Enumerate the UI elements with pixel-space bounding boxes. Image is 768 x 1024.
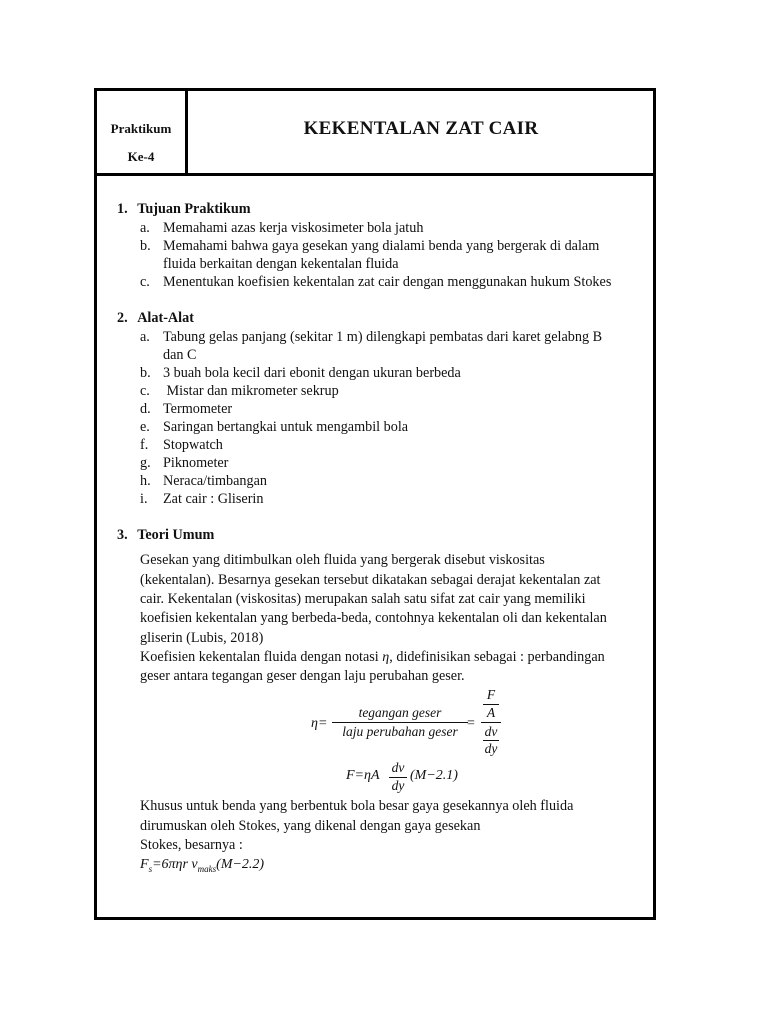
paragraph-line: Stokes, besarnya : [140,837,243,853]
practicum-number: Ke-4 [127,149,155,164]
eq-subscript-s: s [148,863,153,874]
eq-A: A [486,705,496,720]
eq-dv: dv [391,760,405,775]
list-item-text: dan C [163,347,197,363]
list-item-text: Neraca/timbangan [163,473,267,489]
header-left-cell [97,91,188,173]
list-marker: b. [140,238,151,254]
list-item-text: Menentukan koefisien kekentalan zat cair dengan menggunakan hukum Stokes [163,274,612,290]
paragraph-line: (kekentalan). Besarnya gesekan tersebut dikatakan sebagai derajat kekentalan zat [140,572,601,588]
fraction-bar [481,722,501,723]
eq-lhs: F=ηA [346,768,380,783]
list-item-text: Memahami azas kerja viskosimeter bola jatuh [163,220,424,236]
eq-F: F [140,857,149,872]
paragraph-line: cair. Kekentalan (viskositas) merupakan salah satu sifat zat cair yang memiliki [140,591,586,607]
section-title: Tujuan Praktikum [137,201,251,217]
paragraph-line: gliserin (Lubis, 2018) [140,630,264,646]
section-2-heading [117,309,194,327]
section-1-heading [117,200,251,218]
list-marker: g. [140,455,151,471]
paragraph-line: Gesekan yang ditimbulkan oleh fluida yang bergerak disebut viskositas [140,552,545,568]
equation-tag: (M−2.2) [216,857,265,872]
paragraph-line [140,648,605,667]
section-number: 1. [117,201,128,217]
list-item-text: Termometer [163,401,233,417]
eq-dv: dv [484,724,498,739]
eq-dy: dy [484,741,498,756]
list-marker: a. [140,220,150,236]
section-title: Alat-Alat [137,310,194,326]
list-item [140,237,151,255]
equation-stokes-force [140,856,264,878]
eq-lhs: η= [311,716,328,731]
list-item-text: 3 buah bola kecil dari ebonit dengan ukuran berbeda [163,365,461,381]
list-item-text: fluida berkaitan dengan kekentalan fluida [163,256,399,272]
text-run: , didefinisikan sebagai : perbandingan [389,649,605,665]
list-marker: h. [140,473,151,489]
list-item-text: Zat cair : Gliserin [163,491,264,507]
eta-symbol: η [382,650,390,665]
section-number: 2. [117,310,128,326]
list-marker: e. [140,419,150,435]
fraction-bar [332,722,468,723]
header-table [97,91,653,176]
list-item [140,219,150,237]
eq-numerator: tegangan geser [358,705,442,720]
eq-subscript-maks: maks [197,863,217,874]
eq-F: F [486,687,496,702]
eq-equals: = [467,716,475,731]
list-item-text: Tabung gelas panjang (sekitar 1 m) dilengkapi pembatas dari karet gelabng B [163,329,603,345]
practicum-label: Praktikum [110,121,172,136]
section-3-heading [117,526,214,544]
list-item-text: Saringan bertangkai untuk mengambil bola [163,419,409,435]
paragraph-line: geser antara tegangan geser dengan laju perubahan geser. [140,668,465,684]
list-marker: b. [140,365,151,381]
list-item-text: Mistar dan mikrometer sekrup [163,383,339,399]
list-marker: f. [140,437,149,453]
eq-denominator: laju perubahan geser [342,724,458,739]
list-marker: i. [140,491,148,507]
list-marker: c. [140,274,150,290]
equation-tag: (M−2.1) [410,768,458,783]
list-marker: d. [140,401,151,417]
list-item-text: Memahami bahwa gaya gesekan yang dialami benda yang bergerak di dalam [163,238,600,254]
section-number: 3. [117,527,128,543]
list-marker: a. [140,329,150,345]
eq-dy: dy [391,778,405,793]
paragraph-line: dirumuskan oleh Stokes, yang dikenal dengan gaya gesekan [140,818,481,834]
list-item [140,273,150,291]
paragraph-line: Khusus untuk benda yang berbentuk bola besar gaya gesekannya oleh fluida [140,798,574,814]
list-item-text: Stopwatch [163,437,223,453]
paragraph-line: koefisien kekentalan yang berbeda-beda, contohnya kekentalan oli dan kekentalan [140,610,607,626]
list-marker: c. [140,383,150,399]
eq-body: =6πηr v [152,857,198,872]
text-run: Koefisien kekentalan fluida dengan notasi [140,649,383,665]
page-title: KEKENTALAN ZAT CAIR [303,118,539,139]
section-title: Teori Umum [137,527,215,543]
list-item-text: Piknometer [163,455,229,471]
